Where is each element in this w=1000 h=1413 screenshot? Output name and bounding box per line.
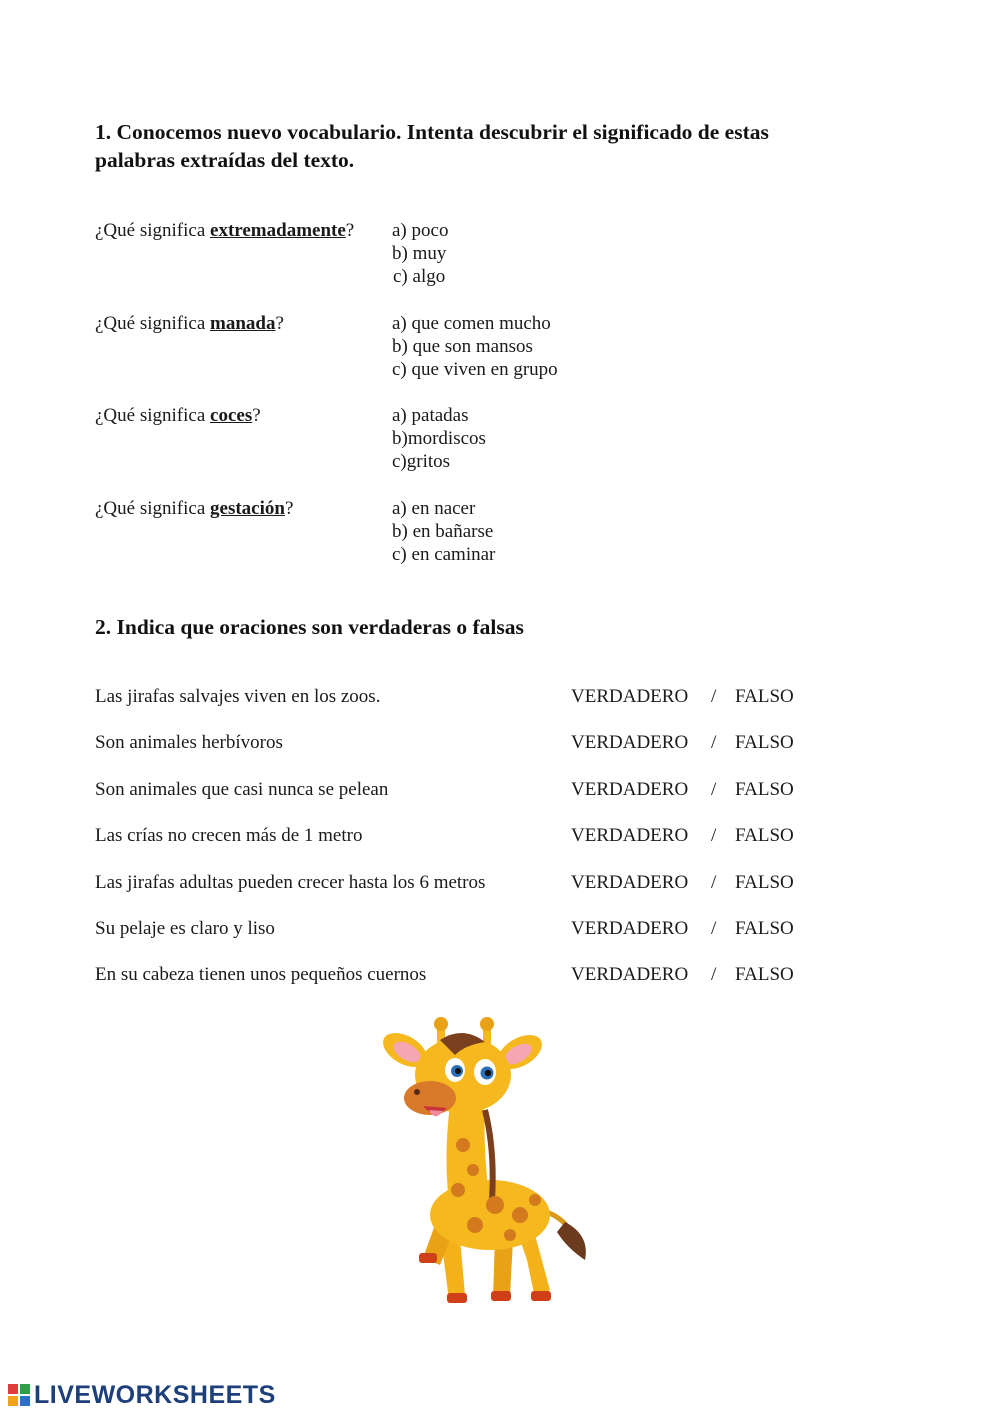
false-option[interactable]: FALSO [735, 872, 794, 893]
separator: / [711, 918, 717, 939]
false-option[interactable]: FALSO [735, 686, 794, 707]
question-text: ¿Qué significa manada? [95, 313, 284, 334]
liveworksheets-logo-icon [8, 1384, 30, 1406]
true-false-row [95, 731, 855, 755]
section1-title: 1. Conocemos nuevo vocabulario. Intenta descubrir el significado de estas palabras extraídas del texto. [95, 120, 769, 172]
false-option[interactable]: FALSO [735, 918, 794, 939]
statement-text: Son animales herbívoros [95, 732, 283, 753]
brand-name: LIVEWORKSHEETS [34, 1380, 276, 1409]
answer-option[interactable]: a) en nacer [392, 498, 476, 519]
statement-text: En su cabeza tienen unos pequeños cuernos [95, 964, 427, 985]
vocab-word: manada [210, 313, 276, 334]
answer-option[interactable]: c) algo [393, 266, 446, 287]
answer-options [392, 404, 692, 473]
answer-option[interactable]: b) muy [392, 243, 447, 264]
answer-option[interactable]: a) que comen mucho [392, 313, 551, 334]
answer-options [392, 219, 692, 288]
vocab-word: gestación [210, 498, 285, 519]
question-text: ¿Qué significa gestación? [95, 498, 294, 519]
statement-text: Las crías no crecen más de 1 metro [95, 825, 363, 846]
giraffe-illustration-icon [345, 1010, 625, 1310]
false-option[interactable]: FALSO [735, 779, 794, 800]
true-option[interactable]: VERDADERO [571, 732, 689, 753]
true-option[interactable]: VERDADERO [571, 918, 689, 939]
vocab-word: coces [210, 405, 253, 426]
separator: / [711, 964, 717, 985]
statement-text: Las jirafas salvajes viven en los zoos. [95, 686, 381, 707]
answer-option[interactable]: a) poco [392, 220, 449, 241]
question-text: ¿Qué significa extremadamente? [95, 220, 355, 241]
separator: / [711, 732, 717, 753]
section2-title: 2. Indica que oraciones son verdaderas o falsas [95, 615, 524, 639]
statement-text: Las jirafas adultas pueden crecer hasta los 6 metros [95, 872, 486, 893]
separator: / [711, 779, 717, 800]
separator: / [711, 825, 717, 846]
separator: / [711, 872, 717, 893]
false-option[interactable]: FALSO [735, 825, 794, 846]
answer-option[interactable]: b)mordiscos [392, 428, 486, 449]
true-false-row [95, 963, 855, 987]
false-option[interactable]: FALSO [735, 732, 794, 753]
answer-option[interactable]: c) en caminar [392, 544, 496, 565]
true-false-row [95, 871, 855, 895]
separator: / [711, 686, 717, 707]
answer-options [392, 497, 692, 566]
question-text: ¿Qué significa coces? [95, 405, 261, 426]
statement-text: Son animales que casi nunca se pelean [95, 779, 389, 800]
true-option[interactable]: VERDADERO [571, 964, 689, 985]
true-false-row [95, 824, 855, 848]
statement-text: Su pelaje es claro y liso [95, 918, 275, 939]
true-option[interactable]: VERDADERO [571, 686, 689, 707]
liveworksheets-logo[interactable] [8, 1380, 276, 1410]
answer-option[interactable]: b) en bañarse [392, 521, 494, 542]
true-false-row [95, 685, 855, 709]
answer-option[interactable]: c) que viven en grupo [392, 359, 558, 380]
true-option[interactable]: VERDADERO [571, 825, 689, 846]
answer-option[interactable]: b) que son mansos [392, 336, 533, 357]
true-false-row [95, 778, 855, 802]
true-false-row [95, 917, 855, 941]
true-option[interactable]: VERDADERO [571, 779, 689, 800]
vocab-word: extremadamente [210, 220, 346, 241]
true-option[interactable]: VERDADERO [571, 872, 689, 893]
answer-options [392, 312, 692, 381]
answer-option[interactable]: c)gritos [392, 451, 451, 472]
false-option[interactable]: FALSO [735, 964, 794, 985]
answer-option[interactable]: a) patadas [392, 405, 469, 426]
